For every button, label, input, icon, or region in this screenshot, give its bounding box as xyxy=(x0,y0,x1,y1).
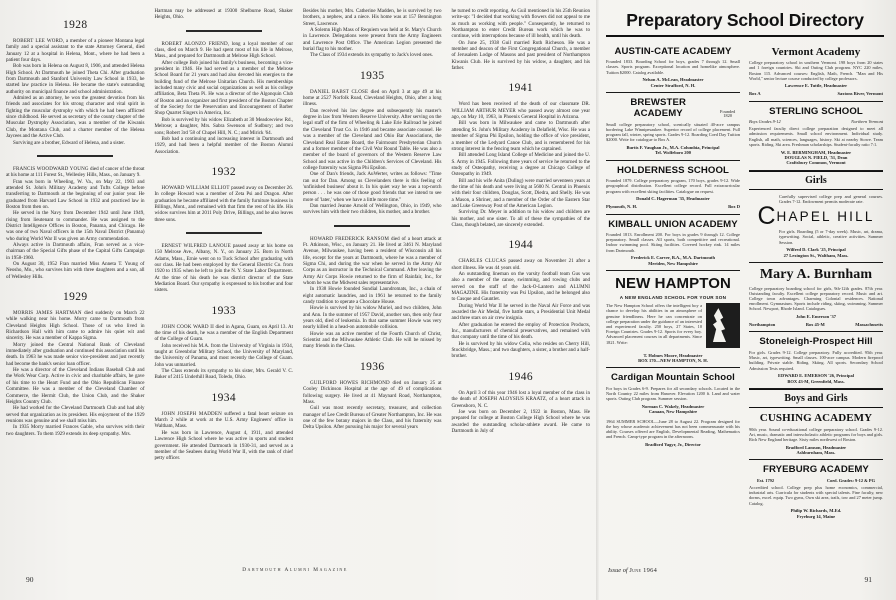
ad-body-wrapper xyxy=(749,60,883,81)
issue-date: June 1964 xyxy=(629,567,658,574)
obituary-paragraph: Howie was an active member of the Fourth Church of Christ, Scientist and the Milwaukee Athletic Club. He will be missed by many friends in the Class. xyxy=(303,330,442,350)
ad-signature xyxy=(606,255,740,266)
ad-body-wrapper xyxy=(606,122,740,143)
ad-school-name xyxy=(606,97,740,119)
ad-school-name: AUSTIN-CATE ACADEMY xyxy=(614,45,732,57)
obituary-paragraph: Bob was born in Helena on August 8, 1906, and attended Helena High School. At Dartmouth he joined Theta Chi. After graduation from Dartmouth and Stanford University Law School in 1933, he started law practice in Helena. He became the state's outstanding authority on municipal finance and school administration. xyxy=(6,63,145,95)
ad-signature xyxy=(606,196,740,201)
class-year-heading: 1934 xyxy=(211,391,237,404)
ad-body-wrapper xyxy=(606,178,740,194)
obituary-paragraph: The Class extends its sympathy to his sister, Mrs. Gerald V. C. Baker of 2415 Underhill Road, Toledo, Ohio. xyxy=(154,368,293,381)
ad-body-wrapper xyxy=(749,427,883,443)
obituary-column xyxy=(155,8,294,553)
ad-address-part: Box 45-M xyxy=(805,322,825,327)
obituary-paragraph: Morry joined the Central National Bank of Cleveland immediately after graduation and continued this association until his death. In 1963 he was made senior vice-president and just recently had become the bank's senior loan officer. xyxy=(6,341,145,367)
ad-signature-line: Bradford Lamson, Headmaster xyxy=(785,444,847,450)
ad-address-part: Box A xyxy=(749,91,761,97)
ad-school-name: FRYEBURG ACADEMY xyxy=(763,464,869,476)
deceased-name: CHARLES CLUCAS xyxy=(458,258,506,265)
school-advertisement xyxy=(749,190,883,263)
obituary-paragraph: After college Bob joined his family's business, becoming a vice-president in 1946. He had served as a member of the Melrose School Board for 21 years and had also devoted his energies to the building fund of the Melrose Unitarian Church. His memberships included many civic and social organizations as well as his college affiliation, Beta Theta Pi. He was a director of the Algonquin Club of Boston and an organizer and first president of the Boston Chapter of the Society for the Preservation and Encouragement of Barber Shop Quartet Singers in America, Inc. xyxy=(154,59,293,117)
ad-subtitle: A NEW ENGLAND SCHOOL FOR YOUR SON xyxy=(619,294,727,300)
deceased-name: HOWARD FREDERICK RANSOM xyxy=(310,235,390,242)
class-year-heading: 1928 xyxy=(62,19,88,31)
ad-signature xyxy=(606,404,740,415)
obituary-paragraph: He served in the Navy from December 1942 until June 1949, rising from lieutenant to commander. He was assigned to the District Intelligence Offices in Boston, Panama, and Chicago. He was one of two Naval officers in the 15th Naval District (Panama) who during World War II was given an Army commendation. xyxy=(6,210,145,242)
obituary-paragraph: He had worked for the Cleveland Dartmouth Club and had ably served that organization as its president. His enjoyment of the 1929 reunions was genuine and we shall miss him. xyxy=(6,405,145,424)
deceased-name: GUILFORD HOWES RICHMOND xyxy=(310,379,390,386)
class-year-heading: 1944 xyxy=(508,239,534,252)
directory-column-right xyxy=(749,42,883,523)
ad-address-part: Saxtons River, Vermont xyxy=(837,91,883,97)
obituary-paragraph: Howie is survived by his widow Muriel, and two children, John and Ann. In the summer of 1957 David, another son, then only four years old, died of leukemia. In that same summer Howie was very nearly killed in a head-on automobile collision. xyxy=(303,305,442,331)
ad-signature xyxy=(749,445,883,456)
ad-body-text: Accredited school. College prep plus home economics, commercial, industrial arts. Curricula for students with special talents. Fine faculty, new dorms, excel. equip. Two gyms, Own ski area, trails, tow and 27 meter jump. Catalog. xyxy=(749,484,883,506)
folio-right: 91 xyxy=(864,575,872,584)
ad-est-right: Coed. Grades: 9-12 & PG xyxy=(826,477,875,483)
directory-section-heading: Boys and Girls xyxy=(749,389,883,408)
obituary-paragraph: Bob is survived by his widow Elizabeth at 30 Meadowview Rd., Melrose; a daughter, Mrs. Sabra Swenson of Sudbury; and two sons; Robert 3rd '58 of Chapel Hill, N. C.; and Mirick '64. xyxy=(154,116,293,136)
class-year-heading: 1933 xyxy=(211,304,237,317)
ad-signature-line: Donald C. Hagerman '35, Headmaster xyxy=(636,196,710,202)
ad-school-name: HOLDERNESS SCHOOL xyxy=(616,164,730,176)
class-year-heading: 1941 xyxy=(508,82,534,95)
obituary-paragraph: In 1938 Howie founded Sundial Laundromats, Inc., a chain of eight automatic laundries, and in 1961 he returned to the family candy tradition to operate a Chocolate House. xyxy=(303,286,442,306)
preparatory-school-directory xyxy=(606,10,884,523)
school-advertisement xyxy=(606,215,740,272)
deceased-name: ROBERT LEE WORD xyxy=(13,38,63,44)
deceased-name: FRANCIS WOODWARD YOUNG xyxy=(13,165,89,172)
ad-signature-line: Lawrence E. Tuttle, Headmaster xyxy=(784,83,848,89)
obituary-paragraph: In 1935 Morry married Frances Gable, who survives with their two daughters. To them 1929 extends its deep sympathy. Mrs. xyxy=(6,424,145,437)
ad-founded-year: Founded 1820 xyxy=(720,108,736,119)
ad-body-text: 90th year. Sound co-educational college preparatory school. Grades 9-12. Art, music, dramatic and interscholastic athletic programs for boys and girls. Rich New England heritage. Sixty miles northwest of Boston. xyxy=(749,426,883,442)
obituary-paragraph: JOHN COOK WARD II died in Agana, Guam, on April 13. At the time of his death, he was a member of the English Department of the College of Guam. xyxy=(154,323,293,343)
ad-signature-line: DOUGLAS N. FIELD, '51, Dean xyxy=(784,154,848,160)
obituary-paragraph: Bob had a continuing and increasing interest in Dartmouth and 1929, and had been a helpful member of the Boston Alumni Association. xyxy=(154,135,293,155)
deceased-name: ROBERT ALONZO FRIEND xyxy=(161,40,228,47)
ad-school-name: Vermont Academy xyxy=(771,45,861,58)
ad-body-wrapper xyxy=(749,286,883,312)
ad-signature-line: Canaan, New Hampshire xyxy=(648,409,698,415)
ad-signature xyxy=(749,508,883,519)
ad-body-text: Founded 1813. Enrollment 200. For boys in grades 9 through 12. College preparatory. Small classes. All sports, both competitive and recreational. Indoor swimming pool. Skiing facilities. Covered hockey rink. 14 miles from Dartmouth. xyxy=(606,232,740,253)
obituary-paragraph: Always active in Dartmouth affairs, Fran served as a vice-chairman of the Special Gifts phase of the Capital Gifts Campaign in 1958-1960. xyxy=(6,241,145,261)
obituary-paragraph: ROBERT LEE WORD, a member of a pioneer Montana legal family and a special assistant to the state Attorney General, died January 12 at a hospital in Helena, Mont., where he had been a patient four days. xyxy=(6,38,145,64)
ad-signature-line: Norman C. Wakely, Headmaster xyxy=(641,404,705,410)
ad-body-wrapper xyxy=(749,126,883,147)
class-year-heading: 1929 xyxy=(62,291,88,304)
ad-signature xyxy=(749,150,883,166)
ad-school-name: Cardigan Mountain School xyxy=(611,372,735,384)
obituary-paragraph: he turned to credit reporting. As Guil mentioned in his 25th Reunion write-up: "I decided that working with flowers did not appeal to me as much as working with people." Consequently, he returned to Northampton to enter Credit Bureau work which he was to continue, with interruptions because of ill health, until his death. xyxy=(451,8,590,40)
ad-signature-line: Burtis F. Vaughan Jr., M.A. Columbia, Principal xyxy=(626,144,720,150)
obituary-paragraph: Surviving are a brother, Edward of Helena, and a sister. xyxy=(13,139,125,146)
school-advertisement xyxy=(749,42,883,102)
school-advertisement xyxy=(749,102,883,171)
issue-prefix: Issue of xyxy=(608,567,630,574)
obituary-column xyxy=(452,8,591,553)
deceased-name: HOWARD WILLIAM ELLIOT xyxy=(161,184,230,191)
ad-signature xyxy=(749,314,883,319)
ad-school-name: CUSHING ACADEMY xyxy=(759,412,873,425)
obituary-paragraph: ERNEST WILFRED LANOUE passed away at his home on 150 Melrose Ave., Albany, N. Y., on January 25. Born in North Adams, Mass., Ernie went on to Tuck School after graduating with our class. He had been employed by the General Electric Co. from 1920 to 1935 when he left to join the N. Y. State Labor Department. At the time of his death he was district director of the State Mediation Board. Our sympathy is expressed to his brother and four sisters. xyxy=(154,242,294,294)
ad-body-text-2: For girls. Boarding (5 or 7-day week). Music, art, drama, typewriting. Social, athletic, creative activities. Summer Session. xyxy=(779,229,883,245)
section-divider-rule xyxy=(37,155,113,157)
section-divider-rule xyxy=(186,232,262,234)
ad-address-line xyxy=(606,204,740,209)
ad-school-name: NEW HAMPTON xyxy=(615,275,731,293)
ad-grades-right: Northern Vermont xyxy=(851,119,883,125)
obituary-paragraph: Bill was born in Milwaukee and came to Dartmouth after attending St. John's Military Academy in Delafield, Wisc. He was a member of Sigma Phi Epsilon, holding the office of vice president, a member of the Ledyard Canoe Club, and is remembered for his strong interest in the fencing team which he captained. xyxy=(451,120,590,152)
obituary-paragraph: Surviving Dr. Meyer in addition to his widow and children are his mother, and one sister. To all of these the sympathies of the Class, though belated, are sincerely extended. xyxy=(451,209,590,228)
ad-address-part: Box D xyxy=(728,204,740,210)
ad-body-text: The New Hampton School offers the intelligent boy a chance to develop his abilities in an atmosphere of genuine friendliness. Here he can concentrate on college preparation under the guidance of an interested and experienced faculty. 250 boys, 27 States, 10 Foreign Countries. Grades 9-12. Sports for every boy. Advanced placement courses in all departments. Since 1821. Write: xyxy=(606,303,702,345)
obituary-paragraph: Hartman may be addressed at 19300 Shelburne Road, Shaker Heights, Ohio. xyxy=(154,8,293,21)
ad-body-wrapper xyxy=(606,232,740,253)
obituary-paragraph: HOWARD FREDERICK RANSOM died of a heart attack at Ft. Atkinson, Wisc., on January 21. He lived at 3461 N. Maryland Avenue, Milwaukee, having been a resident of Wisconsin all his life, except for the years at Dartmouth, where he was a member of Sigma Chi, and during the war when he served in the Army Air Corps as an instructor in the Technical Command. After leaving the Army Air Corps Howie returned to the firm of Rainfair, Inc., for whom he was the Midwest sales representative. xyxy=(303,235,442,287)
class-year-heading: 1935 xyxy=(359,69,385,82)
obituary-section xyxy=(6,8,590,553)
magazine-name-footer: Dartmouth Alumni Magazine xyxy=(242,567,348,573)
deceased-name: JOHN COOK WARD II xyxy=(161,323,214,330)
ad-est-left: Est. 1792 xyxy=(757,477,775,483)
class-year-heading: 1932 xyxy=(211,165,237,178)
obituary-paragraph: GUILFORD HOWES RICHMOND died on January 25 at Cooley Dickinson Hospital at the age of 49 of complications following surgery. He lived at 41 Maynard Road, Northampton, Mass. xyxy=(303,379,442,405)
obituary-paragraph: The Class of 1934 extends its sympathy to Jack's loved ones. xyxy=(310,52,434,59)
ad-signature-line: Philip W. Richards, M.Ed. xyxy=(790,508,842,514)
class-year-heading: 1946 xyxy=(508,370,534,383)
directory-section-heading: Girls xyxy=(749,171,883,190)
ad-body-text: Experienced faculty direct college preparation designed to meet all admission requirements. Small school environment. Individual study. English, all math, sciences, languages, history. Ski at nearby Stowe. Team sports. Riding. Ski area. Freshman scholarships. Student-faculty ratio 7:1. xyxy=(749,126,883,147)
obituary-paragraph: Dan married Jeanne Arnold of Wellington, Ohio, in 1949, who survives him with their two children, his mother, and a brother. xyxy=(303,202,442,216)
ad-body-text: Carefully supervised college prep and general courses. Grades 7-12. Endowment permits moderate rate. xyxy=(779,193,883,204)
directory-title: Preparatory School Directory xyxy=(626,10,864,30)
deceased-name: JOHN JOSEPH MADDEN xyxy=(161,410,222,417)
ad-body-wrapper xyxy=(749,485,883,506)
obituary-paragraph: Joe was born on December 2, 1922 in Boston, Mass. He prepared for college at Boston College High School where he was awarded the outstanding scholar-athlete award. He came to Dartmouth in July of xyxy=(451,408,590,434)
obituary-paragraph: On April 3 of this year 1946 lost a loyal member of the class in the death of JOSEPH ALOYSIUS KRAATZ, of a heart attack in Greensboro, N. C. xyxy=(451,389,590,409)
ad-signature xyxy=(606,353,740,364)
school-advertisement xyxy=(749,263,883,332)
ad-signature xyxy=(606,77,740,88)
school-advertisement xyxy=(606,271,740,368)
chapel-hill-name-rest: HAPEL HILL xyxy=(776,208,875,224)
obituary-paragraph: One of Dan's friends, Jack AuWerter, writes as follows: "Time ran out for Dan. Among us Clevelanders there is this feeling of 'unfinished business' about it. In his quiet way he was a top-notch person . . . he was one of those good friends that we intend to see more of 'later,' when we have a little more time." xyxy=(303,171,442,203)
ad-body-wrapper xyxy=(749,350,883,371)
ad-signature-2 xyxy=(606,442,740,447)
ad-signature xyxy=(749,373,883,384)
page-gutter xyxy=(596,0,599,600)
ad-grades-left: Boys Grades 9-12 xyxy=(749,119,781,125)
obituary-paragraph: JOHN JOSEPH MADDEN suffered a fatal heart seizure on March 2 while at work at the U.S. Army Engineers' office in Waltham, Mass. xyxy=(154,410,293,430)
obituary-column xyxy=(303,8,442,553)
ad-signature-line: John E. Emerson '37 xyxy=(795,314,836,320)
ad-signature-line: Wilfred D. Clark '25, Principal xyxy=(786,247,846,253)
school-advertisement xyxy=(749,408,883,460)
obituary-column xyxy=(6,8,145,553)
school-advertisement xyxy=(606,93,740,161)
ad-body-text: For boys in Grades 6-9. Prepares for all secondary schools. Located in the North Country 22 miles from Hanover. Elevation 1200 ft. Land and water sports. Outing Club program. Summer session. xyxy=(606,385,740,402)
ad-signature-line: Tel. Wolfeboro 200 xyxy=(654,150,692,156)
pine-tree-logo-icon xyxy=(706,303,740,348)
ad-school-name: KIMBALL UNION ACADEMY xyxy=(608,218,738,230)
obituary-paragraph: Besides his mother, Mrs. Catherine Madden, he is survived by two brothers, a nephew, and a niece. His home was at 157 Bennington Street, Lawrence. xyxy=(303,8,442,27)
ad-address-part: Plymouth, N. H. xyxy=(606,204,638,210)
ad-signature-line: EDWARD E. EMERSON '26, Principal xyxy=(777,373,854,379)
obituary-paragraph: DANIEL BABST CLOSE died on April 3 at age 49 at his home at 2527 Norfolk Road, Cleveland Heights, Ohio, after a long illness. xyxy=(303,88,442,108)
obituary-paragraph: Guil was most recently secretary, treasurer, and collection manager of Lee Credit Bureau of Greater Northampton, Inc. He was one of the few botany majors in the Class, and his fraternity was Delta Upsilon. After pursuing his major for several years xyxy=(303,405,442,431)
class-year-heading: 1936 xyxy=(359,360,385,373)
ad-signature-line: BOX 170—NEW HAMPTON, N. H. xyxy=(638,358,708,363)
deceased-name: ERNEST WILFRED LANOUE xyxy=(161,242,231,249)
ad-body-wrapper xyxy=(606,59,740,75)
obituary-paragraph: FRANCIS WOODWARD YOUNG died of cancer of the throat at his home at 111 Forest St., Wellesley Hills, Mass., on January 9. xyxy=(6,165,145,179)
ad-address-part: Massachusetts xyxy=(855,322,883,327)
obituary-paragraph: On June 25, 1938 Guil married Ruth Richeson. He was a member and deacon of the First Congregational Church, a member of Jerusalem Lodge of Masons and past president of Northampton Kiwanis Club. He is survived by his widow, a daughter, and his father. xyxy=(451,39,590,72)
ad-school-name: STERLING SCHOOL xyxy=(769,105,863,117)
ad-signature-line: T. Holmes Moore, Headmaster xyxy=(643,352,703,358)
ad-address-line xyxy=(749,322,883,327)
obituary-paragraph: Bill and his wife Anita (Duling) were married seventeen years at the time of his death and were living at 5600 N. Central in Phoenix with their four children, Douglas, Scott, Diedra, and Shelly. He was a Mason, a Shriner, and a member of the Order of the Eastern Star and Luke Greenway Post of the American Legion. xyxy=(451,177,590,209)
ad-signature-line: Nelson A. McLean, Headmaster xyxy=(642,77,704,83)
school-advertisement xyxy=(606,42,740,93)
ad-signature-line: Ashburnham, Mass. xyxy=(796,450,836,456)
obituary-paragraph: He is survived by his widow Celia, who resides on Cherry Hill, Stockbridge, Mass.; and two daughters, a sister, a brother and a half-brother. xyxy=(451,340,590,360)
school-advertisement xyxy=(606,368,740,451)
obituary-paragraph: Admired as an attorney, he won the greatest devotion from his friends and associates for his strong character and vital spirit in fighting the muscular dystrophy with which he had been afflicted since childhood. He served as secretary of the county chapter of the Muscular Dystrophy Association, was a member of the Kiwanis Club, the Montana Club, and a charter member of the Helena Jaycees and the Active Club. xyxy=(6,95,145,140)
ad-signature xyxy=(749,83,883,88)
ad-grades-line xyxy=(749,119,883,124)
ad-signature-line: Frederick E. Carver, B.A., M.A. Dartmouth xyxy=(631,255,715,261)
ad-school-name: Mary A. Burnham xyxy=(759,267,873,283)
school-advertisement xyxy=(606,161,740,215)
ad-address-part: Northampton xyxy=(749,322,776,327)
obituary-paragraph: On August 30, 1952 Fran married Miss Anneta T. Young of Neosho, Mo., who survives him with three daughters and a son, all of Wellesley Hills. xyxy=(6,261,145,280)
directory-column-left xyxy=(606,42,740,523)
ad-body-wrapper xyxy=(606,386,740,402)
ad-signature-line: BOX 43-M, Greenfield, Mass. xyxy=(787,378,845,384)
chapel-hill-dropcap: C xyxy=(757,202,776,231)
obituary-paragraph: He was a director of the Cleveland Indians Baseball Club and the Work Wear Corp. Active in civic and charitable affairs, he gave of his time to the Heart Fund and the Ohio Republican Finance Committee. He was a member of the Cleveland Chamber of Commerce, the Hermit Club, the Union Club, and the Shaker Heights Country Club. xyxy=(6,367,145,405)
obituary-paragraph: During World War II he served in the Naval Air Force and was awarded the Air Medal, five battle stars, a Presidential Unit Medal and three stars on air crew insignia. xyxy=(451,302,590,322)
directory-title-rule xyxy=(606,35,884,37)
deceased-name: MORRIS JAMES HARTMAN xyxy=(13,310,82,317)
ad-signature xyxy=(606,145,740,156)
ad-school-name xyxy=(749,202,883,231)
obituary-paragraph: Word has been received of the death of our classmate DR. WILLIAM ARTHUR MEYER who passed away almost one year ago, on May 10, 1963, in Phoenix General Hospital in Arizona. xyxy=(451,101,590,121)
ad-signature-line: Meriden, New Hampshire xyxy=(648,260,698,266)
school-advertisement xyxy=(749,332,883,389)
obituary-paragraph: Dan received his law degree and subsequently his master's degree in law from Western Reserve University. After serving on the legal staff of the firm of Wheeling & Lake Erie Railroad he joined the Cleveland Trust Co. in 1946 and became associate counsel. He was a member of the Cleveland and Ohio Bar Associations, the Cleveland Real Estate Board, the Fairmount Presbyterian Church and a former member of the Civil War Round Table. He was also a member of the board of governors of the Western Reserve Law School and was active in the Children's Services of Cleveland. His college fraternity was Sigma Phi Epsilon. xyxy=(303,107,442,171)
ad-body-text: Founded 1833. Boarding School for boys, grades 7 through 12. Small classes. Sports program. Exceptional location and homelike atmosphere. Tuition $2000. Catalog available. xyxy=(606,59,740,75)
obituary-paragraph: Bill attended Long Island College of Medicine and joined the U. S. Army in 1945. Following three years of service he returned to the study of Osteopathy, receiving a degree at Chicago College of Osteopathy in 1949. xyxy=(451,152,590,178)
obituary-paragraph: ROBERT ALONZO FRIEND, long a loyal member of our class, died on March 9. He had spent most of his life in Melrose, Mass., and prepared for Dartmouth at Melrose High School. xyxy=(154,40,294,60)
ad-school-name-text: BREWSTER ACADEMY xyxy=(630,97,687,120)
deceased-name: DANIEL BABST CLOSE xyxy=(310,88,369,95)
issue-line xyxy=(608,567,657,574)
obituary-paragraph: HOWARD WILLIAM ELLIOT passed away on December 26. In college Howard was a member of Zeta Psi and Dragon. After graduation he became affiliated with the family furniture business in Billings, Mont., and remained with that firm the rest of his life. His widow survives him at 2011 Poly Drive, Billings, and he also leaves three sons. xyxy=(154,184,293,223)
ad-signature xyxy=(749,247,883,258)
ad-signature-line: Fryeburg 14, Maine xyxy=(796,513,836,519)
obituary-paragraph: Fran was born in Wheeling, W. Va., on May 22, 1903 and attended St. John's Military Academy and Tufts College before transferring to Dartmouth at the beginning of our junior year. He graduated from Harvard Law School in 1932 and practiced law in Boston from then on. xyxy=(6,178,145,210)
ad-established-line xyxy=(749,478,883,483)
ad-body-text-2: 1964 SUMMER SCHOOL—June 28 to August 22. Program designed for the boy whose academic achievement has not been commensurate with his ability. Courses offered are English, Developmental Reading, Mathematics and French. Camp-type program in the afternoons. xyxy=(606,418,740,440)
school-advertisement xyxy=(749,460,883,523)
obituary-paragraph: An outstanding lineman on the varsity football team Gus was also a member of the canoe, swimming, and rowing clubs and served on the staff of the Jack-O-Lantern and ALUMNI MAGAZINE. His fraternity was Psi Upsilon, and he belonged also to Casque and Gauntlet. xyxy=(451,271,590,303)
ad-signature-line: Bradford Yagyr, Jr., Director xyxy=(645,442,701,448)
ad-body-text: College preparatory boarding school for girls, 9th-12th grades. 87th year. Outstanding faculty. Excellent college preparatory record. Music and art. College town advantages. Charming Colonial residences. National enrollment. Gymnasium. Sports include riding, skiing, swimming. Summer School. Newport, Rhode Island. Catalogues. xyxy=(749,285,883,312)
section-divider-rule xyxy=(334,225,410,227)
obituary-paragraph: John received his M.A. from the University of Virginia in 1934, taught at Greenbriar Military School, the University of Maryland, the University of Panama, and most recently the College of Guam. John was unmarried. xyxy=(154,342,293,368)
ad-signature-line: W. E. BERMINGHAM, Headmaster xyxy=(780,149,852,155)
ad-body-wrapper xyxy=(606,303,740,350)
obituary-paragraph: MORRIS JAMES HARTMAN died suddenly on March 22 while walking near his home. Morry came to Dartmouth from Cleveland Heights High School. Those of us who lived in Richardson Hall with him came to admire his quiet wit and sincerity. He was a member of Kappa Sigma. xyxy=(6,310,145,342)
ad-signature-line: 27 Lexington St., Waltham, Mass. xyxy=(783,252,849,258)
obituary-paragraph: CHARLES CLUCAS passed away on November 21 after a short illness. He was 44 years old. xyxy=(451,258,590,271)
ad-body-text: For girls. Grades 9-12. College preparatory. Fully accredited. 95th year. Music, art, typewriting. Small classes. 100-acre campus. Modern fireproof building. Private stable. Riding. Skiing. All sports. Secondary School Admission Tests required. xyxy=(749,349,883,371)
folio-left: 90 xyxy=(26,575,34,584)
ad-body-text: Founded 1879. College preparatory program, 170 boys, grades 9-12. Wide geographical distribution. Excellent college record. Full extracurricular program with excellent skiing facilities. Catalogue on request. xyxy=(606,178,740,194)
obituary-paragraph: He was born in Lawrence, August 4, 1911, and attended Lawrence High School where he was active in sports and student government. He attended Dartmouth in 1930-31, and served as a member of the Seabees during World War II, with the rank of chief petty officer. xyxy=(154,429,293,462)
ad-signature-line: Craftsbury Common, Vermont xyxy=(786,160,846,166)
ad-address-line xyxy=(749,91,883,96)
obituary-paragraph: A Solemn High Mass of Requiem was held at St. Mary's Church in Lawrence. Delegations were present from the Army Engineers and Lawrence Post Office. The American Legion presented the burial flag to his mother. xyxy=(303,27,442,53)
ad-body-text: Small college preparatory school, scenically situated 40-acre campus bordering Lake Winnipesaukee. Superior record of college placement. Full program fall, winter, spring sports. Grades 9-12. Boarding Coed Day Tuition $2000. Write for catalogue to Box A. xyxy=(606,121,740,143)
ad-school-name: Stoneleigh-Prospect Hill xyxy=(759,336,873,348)
obituary-paragraph: After graduation he entered the employ of Protection Products, Inc., manufacturers of chemical preservatives, and remained with that company until the time of his death. xyxy=(451,321,590,341)
ad-body-text: College preparatory school in southern Vermont. 198 boys from 20 states and 1 foreign countries. Ski and Outing Club program. NYC 220 miles, Boston 115. Advanced courses: English, Math, French. "Man and His World," senior lecture course conducted by college professors. xyxy=(749,60,883,81)
ad-signature-line: Center Strafford, N. H. xyxy=(650,82,696,88)
section-divider-rule xyxy=(186,30,262,32)
